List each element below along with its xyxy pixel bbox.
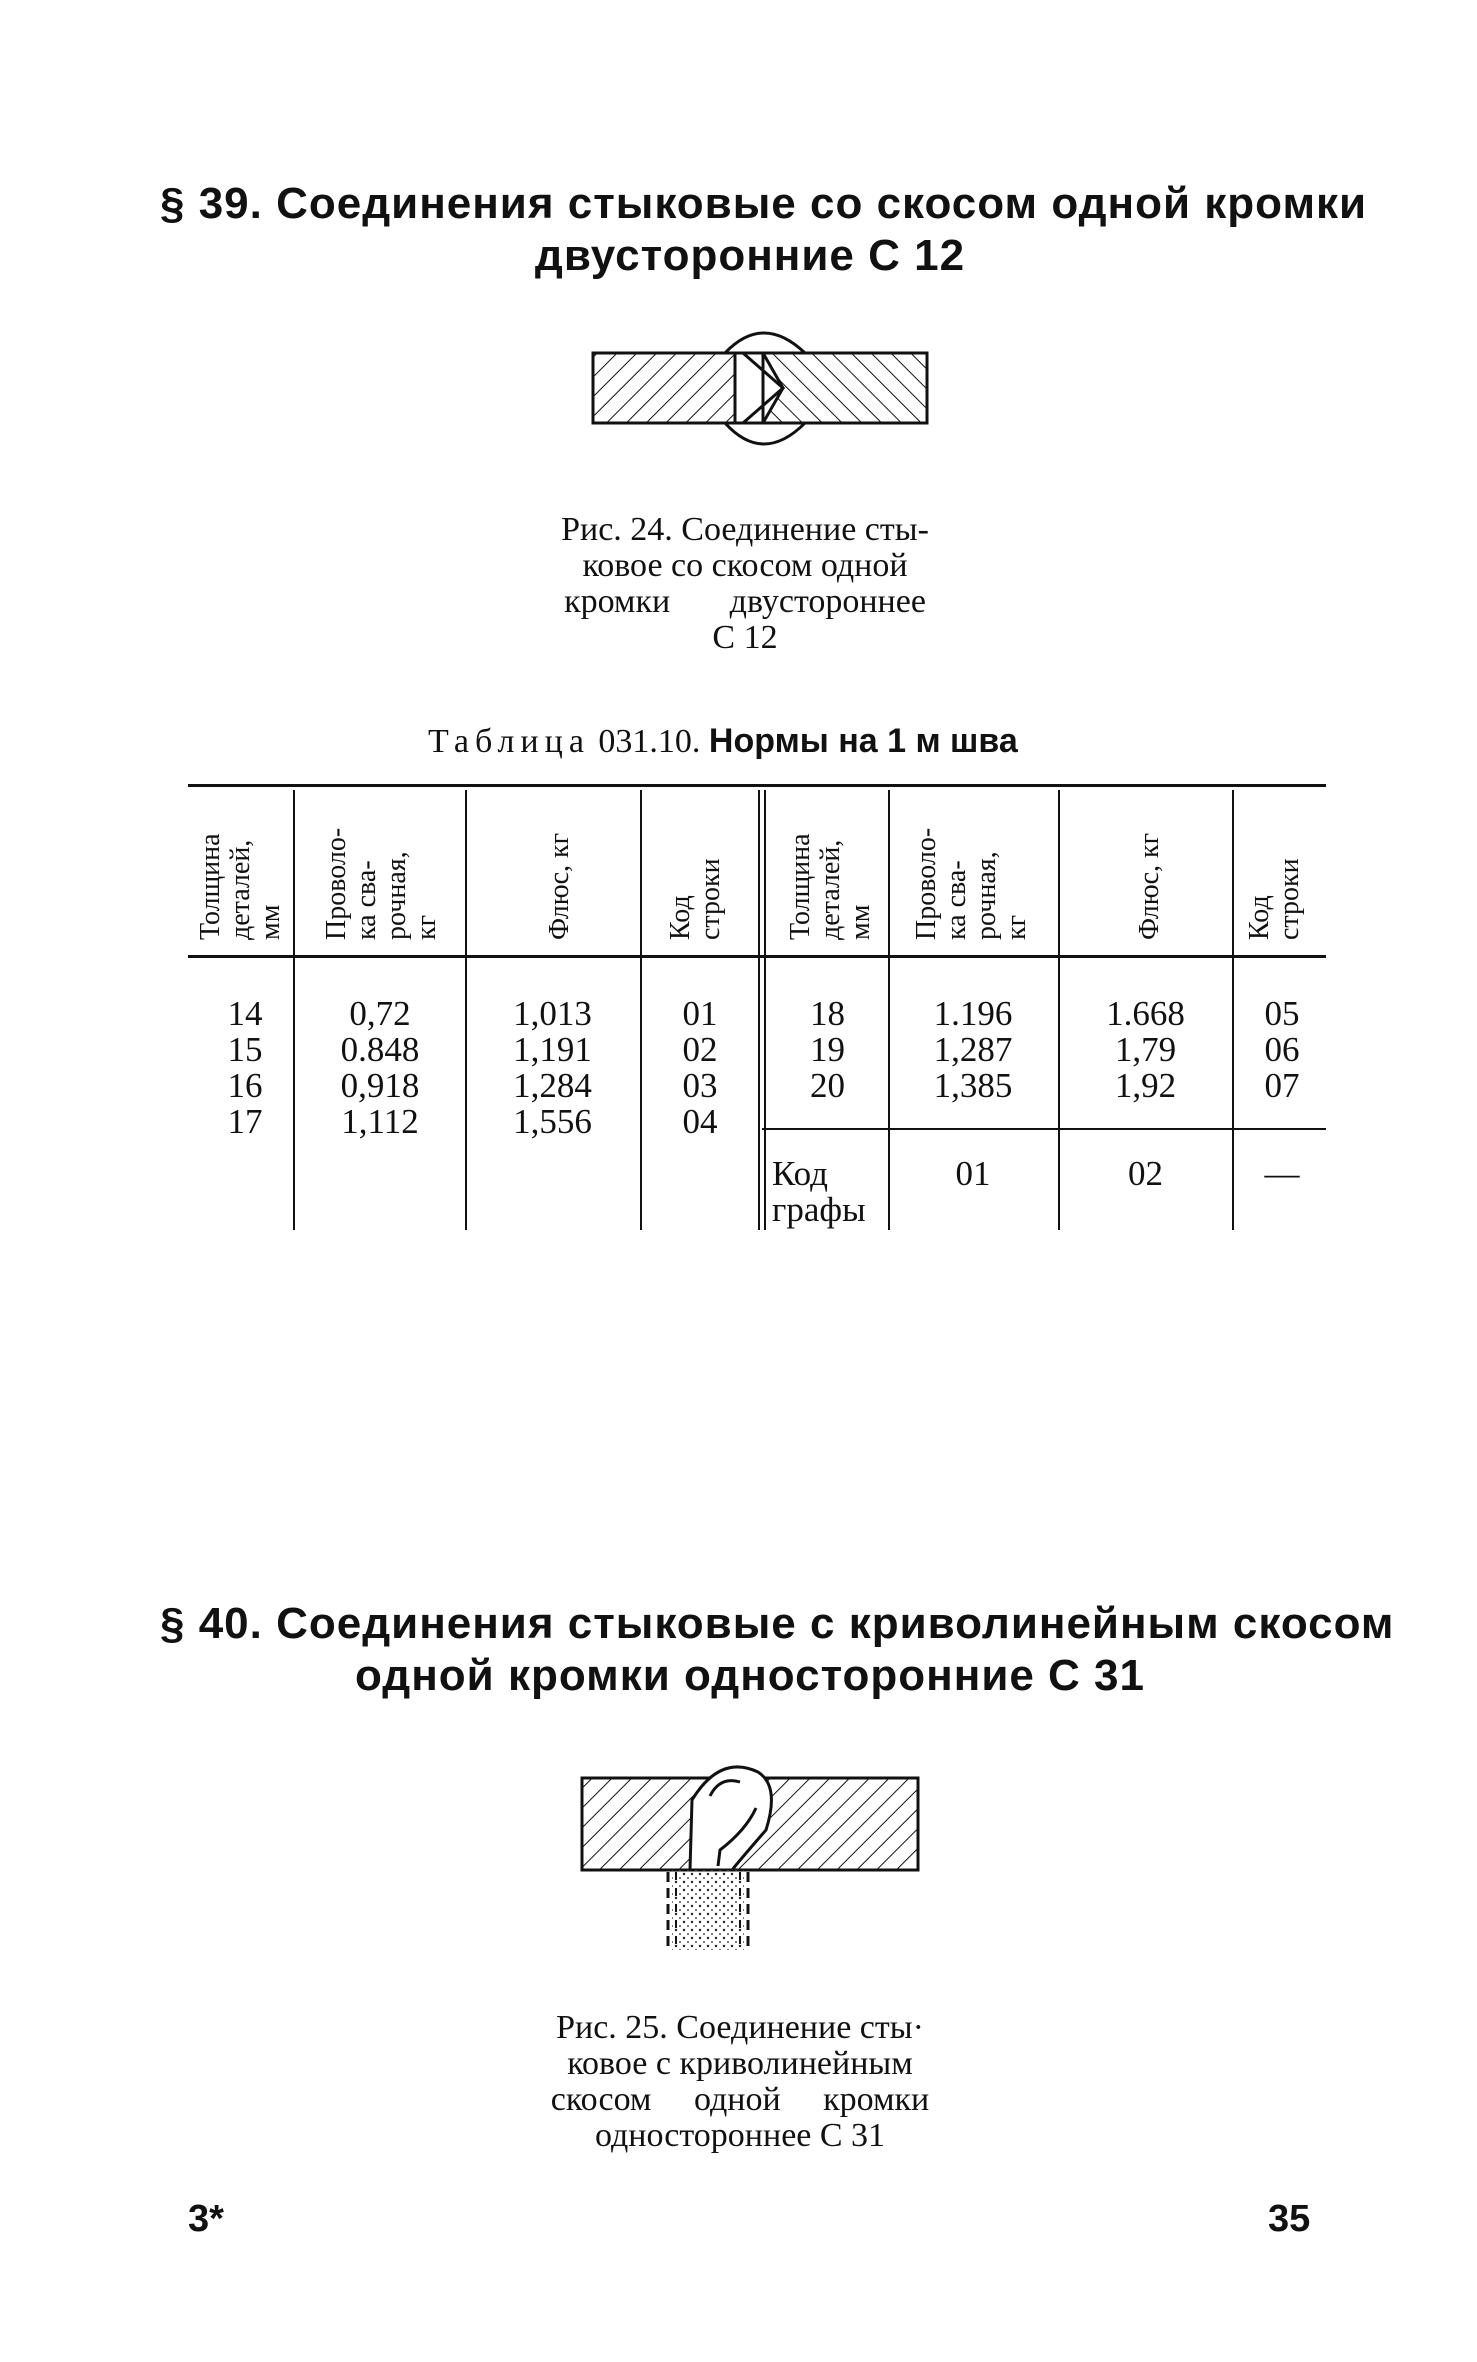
header-line: Флюс, кг — [1134, 832, 1165, 940]
cell: 1.668 — [1106, 994, 1185, 1033]
cell: 04 — [682, 1102, 718, 1141]
section-40-title-line2: одной кромки односторонние С 31 — [355, 1651, 1145, 1700]
cell: 1,191 — [513, 1030, 592, 1069]
cell: 1,112 — [341, 1102, 419, 1141]
header-thickness-left — [195, 750, 286, 940]
cell: 1,013 — [513, 994, 592, 1033]
header-line: мм — [255, 904, 286, 940]
table-col-line — [1232, 790, 1234, 1230]
cell: 18 — [810, 994, 845, 1033]
fig24-caption-line: кромки двустороннее — [564, 583, 926, 620]
figure-25-caption — [505, 2010, 975, 2154]
table-right-divider-rule — [762, 1128, 1326, 1130]
cell: 1,385 — [933, 1066, 1013, 1105]
code-row-code — [1237, 1156, 1327, 1192]
code-row-flux — [1063, 1156, 1228, 1192]
header-line: строки — [695, 858, 726, 940]
cell: 06 — [1264, 1030, 1300, 1069]
cell: 0.848 — [340, 1030, 420, 1069]
table-double-line — [764, 790, 766, 1230]
figure-24-weld-diagram — [585, 325, 935, 455]
col-wire-left — [300, 996, 460, 1140]
cell: 05 — [1264, 994, 1300, 1033]
cell: 0,918 — [340, 1066, 420, 1105]
section-40-heading — [160, 1598, 1395, 1702]
code-row-label-line: Код — [772, 1154, 828, 1193]
header-line: Толщина — [195, 833, 226, 940]
cell: 0,72 — [349, 994, 411, 1033]
header-line: Код — [665, 895, 696, 940]
header-line: Проволо- — [321, 827, 352, 940]
fig25-caption-line: скосом одной кромки — [550, 2081, 930, 2118]
col-thickness-left — [200, 996, 290, 1140]
col-wire-right — [893, 996, 1053, 1104]
header-flux-right — [1135, 750, 1179, 940]
table-col-line — [1058, 790, 1060, 1230]
cell: 15 — [227, 1030, 263, 1069]
header-line: Проволо- — [911, 827, 942, 940]
cell: 07 — [1264, 1066, 1300, 1105]
header-wire-right — [911, 750, 1032, 940]
table-double-line — [758, 790, 760, 1230]
header-line: ка сва- — [351, 860, 382, 940]
section-39-title-line2: двусторонние С 12 — [534, 231, 966, 280]
cell: 1,92 — [1114, 1066, 1177, 1105]
code-row-wire — [893, 1156, 1053, 1192]
header-line: Флюс, кг — [544, 832, 575, 940]
table-col-line — [888, 790, 890, 1230]
table-header-rule — [188, 955, 1326, 958]
header-code-left — [665, 750, 726, 940]
cell: 02 — [682, 1030, 718, 1069]
cell: 16 — [227, 1066, 263, 1105]
cell: 19 — [810, 1030, 845, 1069]
fig24-caption-line: ковое со скосом одной — [582, 547, 908, 584]
figure-24-caption — [510, 512, 980, 656]
header-flux-left — [545, 750, 589, 940]
header-line: рочная, — [971, 851, 1002, 940]
header-line: кг — [411, 914, 442, 940]
footer-signature-mark: 3* — [188, 2198, 224, 2240]
cell: 17 — [227, 1102, 263, 1141]
header-line: деталей, — [815, 839, 846, 940]
table-col-line — [465, 790, 467, 1230]
header-line: деталей, — [225, 839, 256, 940]
cell: 14 — [227, 994, 263, 1033]
code-row-label — [772, 1156, 887, 1228]
col-code-right — [1237, 996, 1327, 1104]
col-flux-left — [470, 996, 635, 1140]
col-code-left — [645, 996, 755, 1140]
header-line: Толщина — [785, 833, 816, 940]
table-caption-title: Нормы на 1 м шва — [708, 722, 1018, 760]
header-line: строки — [1274, 858, 1305, 940]
header-line: кг — [1001, 914, 1032, 940]
cell: 03 — [682, 1066, 718, 1105]
cell: 01 — [682, 994, 718, 1033]
fig25-caption-line: Рис. 25. Соединение сты· — [556, 2009, 924, 2046]
col-flux-right — [1063, 996, 1228, 1104]
header-line: рочная, — [381, 851, 412, 940]
table-caption-label: Таблица — [428, 723, 590, 760]
fig25-caption-line: одностороннее С 31 — [594, 2117, 886, 2154]
header-thickness-right — [785, 750, 876, 940]
header-line: мм — [845, 904, 876, 940]
header-code-right — [1244, 750, 1305, 940]
section-40-title-line1: § 40. Соединения стыковые с криволинейным скосом — [160, 1599, 1395, 1648]
cell: 1,79 — [1114, 1030, 1177, 1069]
table-caption-number: 031.10. — [598, 723, 701, 760]
fig24-caption-line: С 12 — [712, 619, 778, 656]
section-39-title-line1: § 39. Соединения стыковые со скосом одной кромки — [160, 179, 1368, 228]
cell: 20 — [810, 1066, 845, 1105]
fig25-caption-line: ковое с криволинейным — [567, 2045, 913, 2082]
cell: — — [1264, 1154, 1300, 1193]
cell: 01 — [955, 1154, 991, 1193]
section-39-heading — [160, 178, 1368, 282]
figure-25-weld-diagram — [570, 1760, 930, 1960]
col-thickness-right — [770, 996, 885, 1104]
table-col-line — [640, 790, 642, 1230]
header-wire-left — [321, 750, 442, 940]
cell: 1.196 — [933, 994, 1013, 1033]
cell: 02 — [1128, 1154, 1163, 1193]
header-line: Код — [1244, 895, 1275, 940]
code-row-label-line: графы — [772, 1190, 866, 1229]
page-number: 35 — [1268, 2198, 1311, 2240]
cell: 1,284 — [513, 1066, 592, 1105]
table-col-line — [293, 790, 295, 1230]
header-line: ка сва- — [941, 860, 972, 940]
fig24-caption-line: Рис. 24. Соединение сты- — [561, 511, 929, 548]
cell: 1,287 — [933, 1030, 1013, 1069]
cell: 1,556 — [513, 1102, 592, 1141]
